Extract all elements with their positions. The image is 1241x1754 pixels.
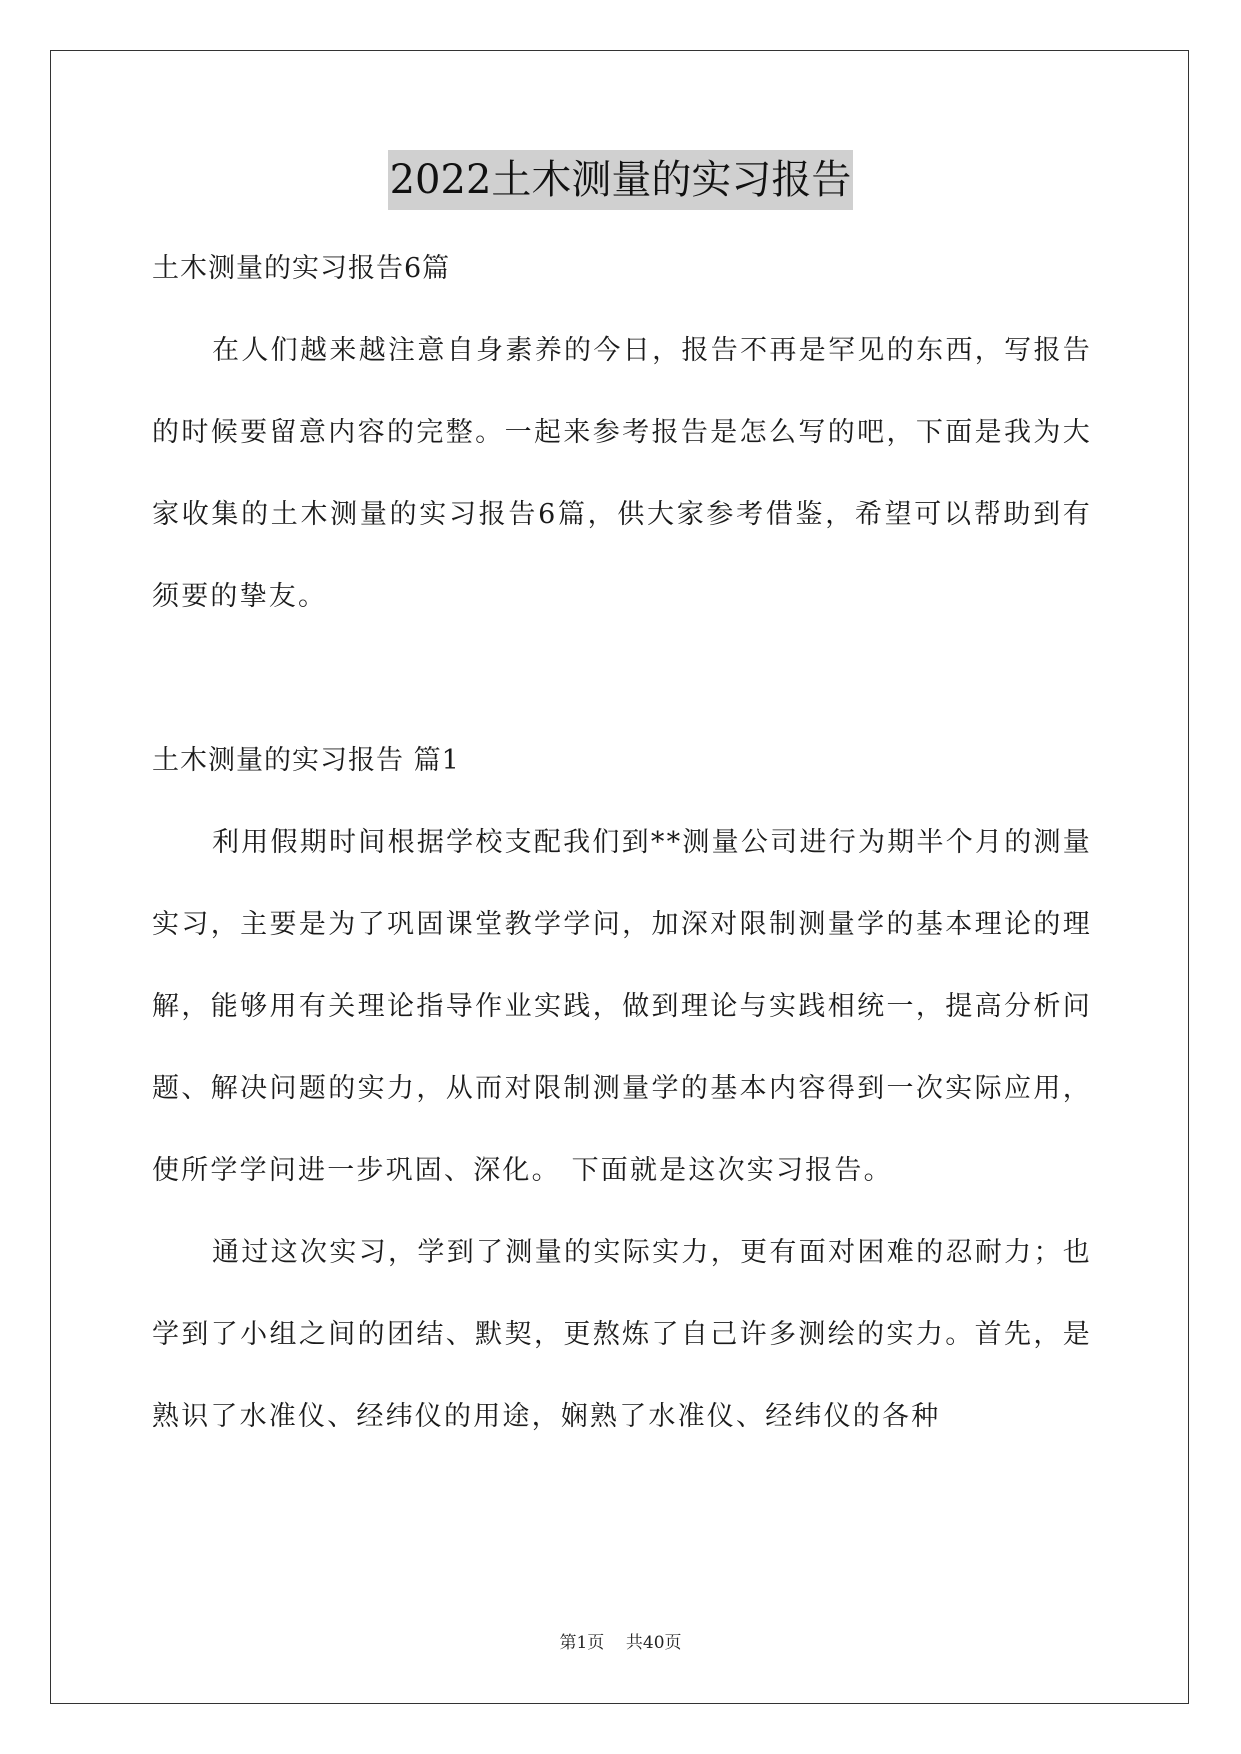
title-container (0, 150, 1241, 210)
document-title: 2022土木测量的实习报告 (388, 150, 854, 210)
section-heading: 土木测量的实习报告 篇1 (152, 745, 460, 776)
body-paragraph-1: 利用假期时间根据学校支配我们到**测量公司进行为期半个月的测量实习，主要是为了巩固课堂教学学问，加深对限制测量学的基本理论的理解，能够用有关理论指导作业实践，做到理论与实践相统一，提高分析问题、解决问题的实力，从而对限制测量学的基本内容得到一次实际应用，使所学学问进一步巩固、深化。 下面就是这次实习报告。 (152, 827, 1092, 1186)
document-body (152, 228, 1092, 1458)
page-footer (0, 1628, 1241, 1653)
blank-line (152, 638, 1092, 720)
page-number-current: 第1页 (559, 1633, 605, 1653)
page-number-total: 共40页 (625, 1633, 682, 1653)
intro-paragraph: 在人们越来越注意自身素养的今日，报告不再是罕见的东西，写报告的时候要留意内容的完整。一起来参考报告是怎么写的吧，下面是我为大家收集的土木测量的实习报告6篇，供大家参考借鉴，希望可以帮助到有须要的挚友。 (152, 335, 1092, 612)
document-subtitle: 土木测量的实习报告6篇 (152, 253, 451, 284)
body-paragraph-2: 通过这次实习，学到了测量的实际实力，更有面对困难的忍耐力；也学到了小组之间的团结、默契，更熬炼了自己许多测绘的实力。首先，是熟识了水准仪、经纬仪的用途，娴熟了水准仪、经纬仪的各种 (152, 1237, 1092, 1432)
